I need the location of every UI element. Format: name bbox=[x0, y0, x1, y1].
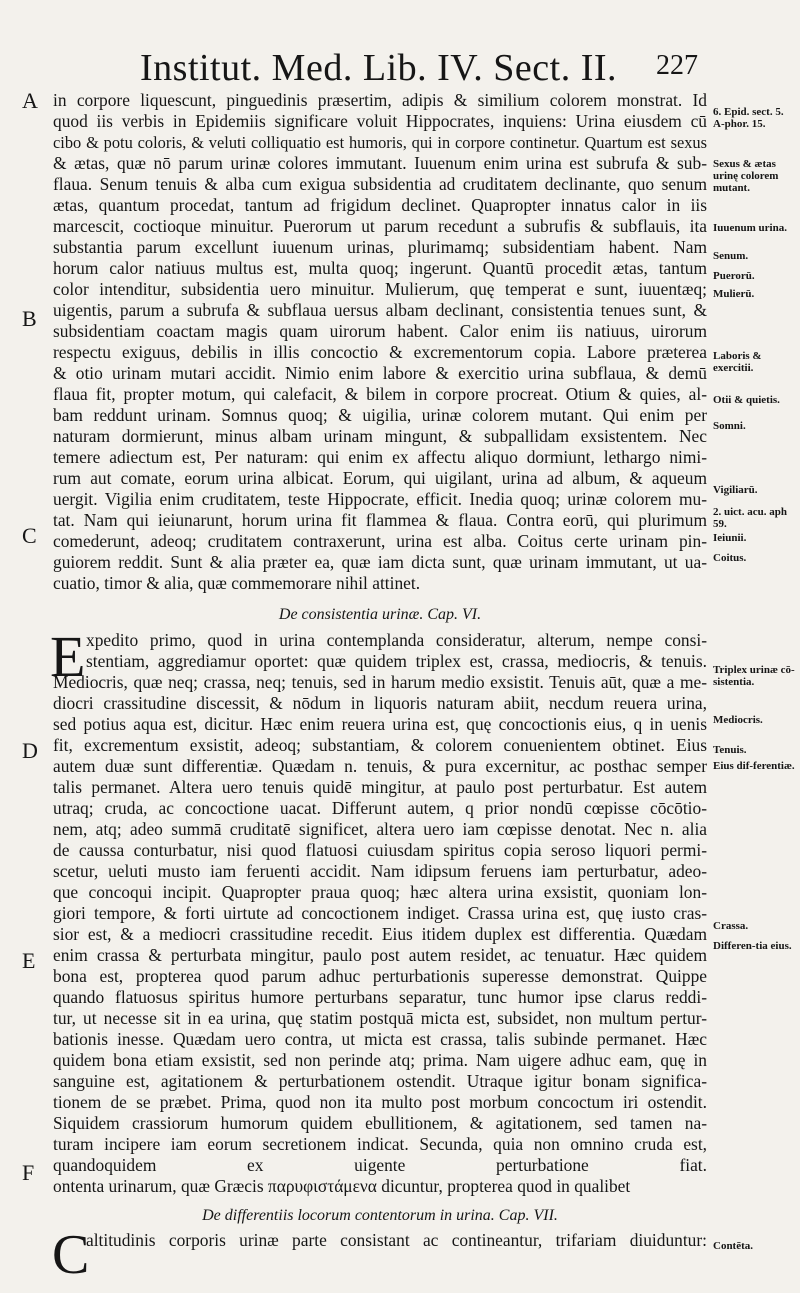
text-line: uigentis, parum a subrufa & subflaua uersus albam declinant, consistentia tenues sunt, & bbox=[53, 300, 707, 320]
section-letter-b: B bbox=[22, 306, 37, 331]
text-line: diocri crassitudine discessit, & nōdum in liquoris naturam abiit, necdum reuera urina, bbox=[53, 693, 707, 713]
text-line: naturam dormierunt, minus albam urinam mingunt, & subpallidam exsistentem. Nec bbox=[53, 426, 707, 446]
margin-note: Triplex urinæ cō-sistentia. bbox=[713, 664, 795, 688]
text-line: uergit. Vigilia enim cruditatem, teste Hippocrate, efficit. Inedia quoq; urinæ colorem mu- bbox=[53, 489, 707, 509]
text-line: talis permanet. Altera uero tenuis quidē mingitur, at paulo post perturbatur. Est autem bbox=[53, 777, 707, 797]
text-line: bationis inesse. Quædam uero contra, ut micta est crassa, talis subinde permanet. Hæc bbox=[53, 1029, 707, 1049]
text-line: turam incipere iam eorum secretionem indicat. Secunda, quia non omnino cruda est, bbox=[53, 1134, 707, 1154]
margin-note: Mediocris. bbox=[713, 714, 763, 726]
margin-note: Contēta. bbox=[713, 1240, 754, 1252]
text-line: tat. Nam qui ieiunarunt, horum urina fit flammea & flaua. Contra eorū, qui plurimum bbox=[53, 510, 707, 530]
text-line: giori tempore, & forti uirtute ad concoctionem indiget. Crassa urina est, quę iusto cras- bbox=[53, 903, 707, 923]
text-line: in corpore liquescunt, pinguedinis præsertim, adipis & similium colorem monstrat. Id bbox=[53, 90, 707, 110]
text-line: temere adiectum est, Per naturam: qui enim ex affectu aliquo dormiunt, lethargo nimi- bbox=[53, 447, 707, 467]
margin-note: Puerorū. bbox=[713, 270, 755, 282]
margin-note: Laboris & exercitii. bbox=[713, 350, 762, 374]
text-line: scetur, ueluti musto iam feruenti accidit. Nam idipsum feruens iam perturbatur, adeo- bbox=[53, 861, 707, 881]
text-line: nem, atq; adeo summā cruditatē significet, altera uero iam cœpisse denotat. Nec n. alia bbox=[53, 819, 707, 839]
margin-note: Coitus. bbox=[713, 552, 747, 564]
margin-note: Otii & quietis. bbox=[713, 394, 780, 406]
margin-note: Ieiunii. bbox=[713, 532, 747, 544]
text-line: tionem de se præbet. Prima, quod non ita multo post morbum concoctum iri ostendit. bbox=[53, 1092, 707, 1112]
text-line: altitudinis corporis urinæ parte consistant ac contineantur, trifariam diuiduntur: bbox=[86, 1230, 707, 1250]
running-title: Institut. Med. Lib. IV. Sect. II. bbox=[140, 47, 618, 89]
margin-note: Vigiliarū. bbox=[713, 484, 758, 496]
text-line: color intenditur, subsidentia uero minuitur. Mulierum, quę temperat e sunt, iuuentæq; bbox=[53, 279, 707, 299]
text-line: flaua. Senum tenuis & alba cum exigua subsidentia ad cruditatem declinante, quo senum bbox=[53, 174, 707, 194]
chapter-heading-6: De consistentia urinæ. Cap. VI. bbox=[278, 606, 482, 623]
text-line: horum calor natiuus multus est, multa quoq; ingerunt. Quantū procedit ætas, tantum bbox=[53, 258, 707, 278]
text-line: quandoquidem ex uigente perturbatione fiat. bbox=[53, 1155, 707, 1175]
margin-note: Iuuenum urina. bbox=[713, 222, 787, 234]
page-number: 227 bbox=[656, 50, 698, 81]
section-letter-d: D bbox=[22, 738, 38, 763]
text-line: cuatio, timor & alia, quæ commemorare nihil attinet. bbox=[53, 573, 421, 593]
text-line: bam reddunt urinam. Somnus quoq; & uigilia, urinæ colorem mutant. Qui enim per bbox=[53, 405, 707, 425]
text-line: tur, ut necesse sit in ea urina, quę statim postquā micta est, subsidet, non multum pertur- bbox=[53, 1008, 707, 1028]
text-line: que concoqui incipit. Quapropter praua quoq; hæc altera urina exsistit, quoniam lon- bbox=[53, 882, 707, 902]
text-line: guiorem reddit. Sunt & alia præter ea, quæ iam dicta sunt, quæ urinam immutant, ut ua- bbox=[53, 552, 707, 572]
text-line bbox=[86, 1251, 707, 1272]
text-line: & otio urinam mutari accidit. Nimio enim labore & exercitio urina subflaua, & demū bbox=[53, 363, 707, 383]
text-line: flaua fit, propter motum, qui calefacit, & bilem in corpore procreat. Otium & quies, al- bbox=[53, 384, 707, 404]
text-line: subsidentiam coactam magis quam uirorum habent. Calor enim iis natiuus, uirorum bbox=[53, 321, 707, 341]
section-letter-a: A bbox=[22, 88, 38, 113]
section-letter-e: E bbox=[22, 948, 36, 973]
margin-note: Differen-tia eius. bbox=[713, 940, 792, 952]
margin-note: Tenuis. bbox=[713, 744, 747, 756]
text-line: ætas, quantum procedat, tantum ad frigidum declinet. Quapropter innatus calor in iis bbox=[53, 195, 707, 215]
section-letter-f: F bbox=[22, 1160, 35, 1185]
text-line: Mediocris, quæ neq; crassa, neq; tenuis, sed in harum medio exsistit. Tenuis aūt, quæ a me- bbox=[53, 672, 707, 692]
text-line: quod iis verbis in Epidemiis significare voluit Hippocrates, inquiens: Urina eiusdem cū bbox=[53, 111, 707, 131]
text-line: sed potius aqua est, dicitur. Hæc enim reuera urina est, quę concoctionis eius, q in uenis bbox=[53, 714, 707, 734]
section-letter-c: C bbox=[22, 523, 37, 548]
text-line: rum aut comate, eorum urina albicat. Eorum, qui uigilant, urina ad album, & aqueum bbox=[53, 468, 707, 488]
text-line: sanguine est, agitationem & perturbationem ostendit. Utraque igitur bonam significa- bbox=[53, 1071, 707, 1091]
text-line: ontenta urinarum, quæ Græcis παρυφιστάμενα dicuntur, propterea quod in qualibet bbox=[53, 1176, 631, 1196]
margin-note: Crassa. bbox=[713, 920, 749, 932]
text-line: quando flatuosus spiritus humore perturbans separatur, tunc humor ipse clarus reddi- bbox=[53, 987, 707, 1007]
text-line: enim crassa & perturbata mingitur, paulo post autem residet, ac tenuatur. Hæc quidem bbox=[53, 945, 707, 965]
text-line: respectu exiguus, debilis in illis concoctio & excrementorum copia. Labore præterea bbox=[53, 342, 707, 362]
margin-note: Somni. bbox=[713, 420, 746, 432]
margin-note: Mulierū. bbox=[713, 288, 755, 300]
text-line: quidem bona etiam exsistit, sed non perinde atq; prima. Nam uigere adhuc eam, quę in bbox=[53, 1050, 707, 1070]
text-line: fit, excrementum exsistit, adeoq; substantiam, & colorem conuenientem obtinet. Eius bbox=[53, 735, 707, 755]
text-line: comederunt, adeoq; cruditatem contraxerunt, urina est alba. Coitus certe urinam pin- bbox=[53, 531, 707, 551]
text-line: autem duæ sunt differentiæ. Quædam n. tenuis, & pura excernitur, ac posthac semper bbox=[53, 756, 707, 776]
text-line: utraq; cruda, ac concoctione uacat. Differunt autem, q prior nondū cœpisse cōcōtio- bbox=[53, 798, 707, 818]
margin-note: Eius dif-ferentiæ. bbox=[713, 760, 795, 772]
text-line: de caussa conturbatur, nisi quod flatuosi cuiusdam spiritus copia seroso liquori permi- bbox=[53, 840, 707, 860]
text-line: bona est, propterea quod parum adhuc perturbationis superesse demonstrat. Quippe bbox=[53, 966, 707, 986]
drop-cap-c: C bbox=[52, 1224, 90, 1286]
margin-note: Senum. bbox=[713, 250, 749, 262]
text-line: cibo & potu coloris, & veluti colliquatio est humoris, qui in corpore continetur. Quartum est sexus bbox=[53, 133, 707, 152]
chapter-heading-7: De differentiis locorum contentorum in urina. Cap. VII. bbox=[202, 1207, 558, 1224]
margin-note: 6. Epid. sect. 5. A-phor. 15. bbox=[713, 106, 784, 130]
text-line: & ætas, quæ nō parum urinæ colores immutant. Iuuenum enim urina est subrufa & sub- bbox=[53, 153, 707, 173]
text-line: marcescit, coctioque minuitur. Puerorum ut parum recedunt a subrufis & subflauis, ita bbox=[53, 216, 707, 236]
drop-cap-e: E bbox=[50, 624, 86, 689]
text-line: stentiam, aggrediamur oportet: quæ quidem triplex est, crassa, mediocris, & tenuis. bbox=[86, 651, 707, 671]
margin-note: Sexus & ætas urinę colorem mutant. bbox=[713, 158, 779, 194]
text-line: sior est, & a mediocri crassitudine recedit. Eius itidem duplex est differentia. Quædam bbox=[53, 924, 707, 944]
text-line: xpedito primo, quod in urina contemplanda consideratur, alterum, nempe consi- bbox=[86, 630, 707, 650]
text-line: substantia parum excellunt iuuenum urinas, plurimamq; subsidentiam habent. Nam bbox=[53, 237, 707, 257]
text-line: Siquidem crassiorum humorum quidem ebullitionem, & agitationem, sed tamen na- bbox=[53, 1113, 707, 1133]
margin-note: 2. uict. acu. aph 59. bbox=[713, 506, 787, 530]
